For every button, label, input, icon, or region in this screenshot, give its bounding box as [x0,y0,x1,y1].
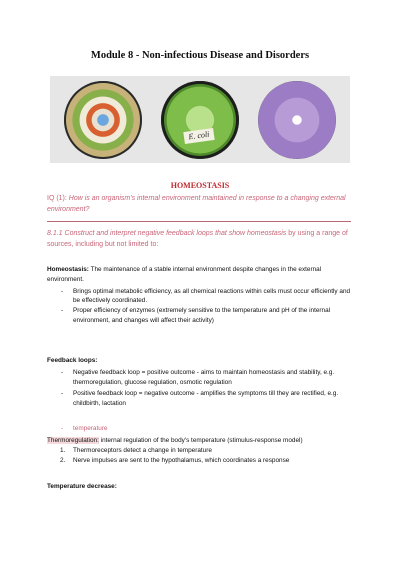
thermoregulation-definition: internal regulation of the body's temperature (stimulus-response model) [98,437,303,444]
divider [47,221,351,222]
list-item: - Proper efficiency of enzymes (extremely sensitive to the temperature and pH of the internal environment, and changes will affect their activity) [47,306,352,326]
list-item: - Brings optimal metabolic efficiency, as all chemical reactions within cells must occur efficiently and be effectively coordinated. [47,287,352,307]
syllabus-point-rest: by using a range of sources, including but not limited to: [47,230,348,248]
petri-dish-purple-image [258,81,336,159]
list-item: - Positive feedback loop = negative outcome - amplifies the symptoms till they are rectified, e.g. childbirth, lactation [47,389,352,409]
homeostasis-section [47,265,352,326]
thermoregulation-steps [47,446,352,466]
homeostasis-term: Homeostasis: [47,266,89,273]
feedback-section [47,356,352,409]
iq-prefix: IQ (1): [47,195,69,202]
feedback-list [47,368,352,409]
temperature-decrease-heading: Temperature decrease: [47,483,117,490]
syllabus-point [47,228,352,250]
list-item: - temperature [47,424,352,434]
dish-label: E. coli [183,128,214,144]
list-item: 2. Nerve impulses are sent to the hypothalamus, which coordinates a response [60,456,290,464]
thermoregulation-term: Thermoregulation: [47,437,99,444]
homeostasis-definition: The maintenance of a stable internal environment despite changes in the external environment. [47,266,322,283]
module-title: Module 8 - Non-infectious Disease and Disorders [90,50,310,61]
temperature-subitem [47,424,352,434]
petri-dish-rings-image [64,81,142,159]
homeostasis-list [47,287,352,326]
list-item: 1. Thermoreceptors detect a change in temperature [60,446,212,454]
section-heading: HOMEOSTASIS [170,181,230,190]
inquiry-question [47,193,357,215]
syllabus-point-italic: 8.1.1 Construct and interpret negative feedback loops that show homeostasis [47,230,287,237]
feedback-heading: Feedback loops: [47,357,98,364]
petri-dish-green-image [161,81,239,159]
petri-dish-banner [50,76,350,163]
thermoregulation-section [47,436,352,465]
iq-text: How is an organism's internal environment maintained in response to a changing external environment? [47,195,346,213]
list-item: - Negative feedback loop = positive outcome - aims to maintain homeostasis and stability, e.g. thermoregulation, glucose regulation, osmotic regulation [47,368,352,388]
